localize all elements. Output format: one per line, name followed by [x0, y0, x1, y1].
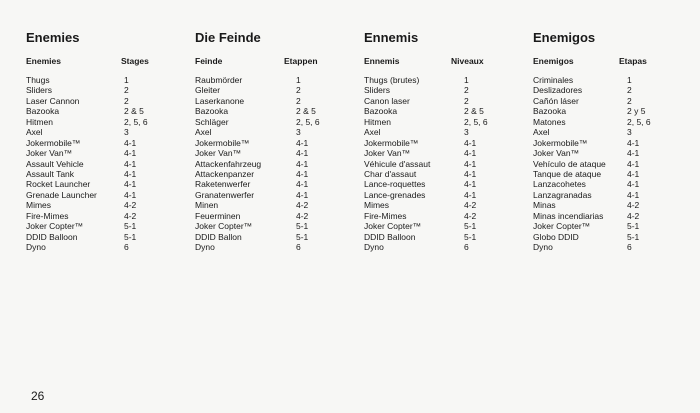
- enemy-stage: 2: [464, 95, 469, 106]
- enemy-name: Thugs (brutes): [364, 75, 420, 85]
- section-title: Enemies: [26, 30, 80, 45]
- header-stage: Etapas: [619, 56, 647, 66]
- header-enemy: Enemigos: [533, 56, 574, 66]
- enemy-name: Hitmen: [364, 116, 391, 127]
- enemy-name: Dyno: [533, 242, 553, 252]
- enemy-stage: 2: [464, 85, 469, 96]
- enemy-stage: 4-1: [627, 148, 640, 159]
- enemy-name: Joker Van™: [195, 148, 242, 159]
- enemy-name: Attackenpanzer: [195, 168, 255, 179]
- enemy-name: Joker Van™: [533, 148, 580, 159]
- enemy-stage: 1: [627, 75, 632, 85]
- enemy-name: Sliders: [26, 85, 52, 96]
- enemy-stage: 5-1: [296, 221, 309, 232]
- enemy-stage: 4-2: [627, 200, 640, 211]
- enemy-name: Attackenfahrzeug: [195, 158, 262, 169]
- enemy-stage: 2: [296, 85, 301, 96]
- enemy-stage: 4-1: [627, 137, 640, 148]
- enemy-stage: 4-1: [124, 148, 137, 159]
- enemy-name: Cañón láser: [533, 95, 579, 106]
- enemy-name: Joker Copter™: [195, 221, 253, 232]
- enemy-name: Jokermobile™: [533, 137, 588, 148]
- enemy-stage: 4-1: [627, 158, 640, 169]
- enemy-stage: 4-1: [124, 179, 137, 190]
- enemy-stage: 4-1: [124, 168, 137, 179]
- enemy-name: Vehículo de ataque: [533, 158, 606, 169]
- enemy-stage: 3: [464, 127, 469, 138]
- enemy-stage: 5-1: [627, 221, 640, 232]
- enemy-name: Bazooka: [195, 106, 229, 117]
- enemy-stage: 4-1: [296, 137, 309, 148]
- enemy-name: Gleiter: [195, 85, 221, 96]
- enemy-name: DDID Ballon: [195, 231, 242, 242]
- enemy-stage: 4-1: [296, 168, 309, 179]
- enemy-name: Mimes: [364, 200, 390, 211]
- enemy-stage: 4-1: [464, 179, 477, 190]
- enemy-name: Axel: [364, 127, 381, 138]
- enemy-stage: 2: [627, 95, 632, 106]
- enemy-name: Véhicule d'assaut: [364, 158, 431, 169]
- page-number: 26: [31, 389, 45, 403]
- enemy-stage: 6: [464, 242, 469, 252]
- enemy-name: Char d'assaut: [364, 168, 417, 179]
- enemy-stage: 4-1: [124, 158, 137, 169]
- enemy-stage: 2: [124, 95, 129, 106]
- enemy-name: Joker Copter™: [533, 221, 591, 232]
- enemy-stage: 3: [627, 127, 632, 138]
- enemy-stage: 5-1: [464, 221, 477, 232]
- header-stage: Niveaux: [451, 56, 484, 66]
- enemy-stage: 1: [296, 75, 301, 85]
- enemy-stage: 4-2: [627, 210, 640, 221]
- enemy-name: Dyno: [195, 242, 215, 252]
- enemy-stage: 4-1: [464, 158, 477, 169]
- enemy-name: DDID Balloon: [364, 231, 416, 242]
- section-title: Enemigos: [533, 30, 596, 45]
- enemy-stage: 2, 5, 6: [464, 116, 488, 127]
- enemy-stage: 2: [296, 95, 301, 106]
- enemy-name: DDID Balloon: [26, 231, 78, 242]
- enemy-name: Sliders: [364, 85, 390, 96]
- enemy-stage: 5-1: [296, 231, 309, 242]
- header-enemy: Enemies: [26, 56, 61, 66]
- enemy-stage: 4-2: [296, 210, 309, 221]
- enemy-name: Thugs: [26, 75, 50, 85]
- enemy-name: Granatenwerfer: [195, 189, 255, 200]
- enemy-name: Feuerminen: [195, 210, 241, 221]
- enemy-name: Dyno: [364, 242, 384, 252]
- enemy-stage: 1: [464, 75, 469, 85]
- enemy-name: Laserkanone: [195, 95, 245, 106]
- enemy-name: Joker Van™: [364, 148, 411, 159]
- enemy-name: Minas: [533, 200, 556, 211]
- enemy-stage: 5-1: [627, 231, 640, 242]
- enemy-stage: 6: [627, 242, 632, 252]
- enemy-stage: 6: [124, 242, 129, 252]
- enemy-stage: 3: [296, 127, 301, 138]
- enemy-name: Laser Cannon: [26, 95, 80, 106]
- enemy-name: Axel: [26, 127, 43, 138]
- enemy-name: Grenade Launcher: [26, 189, 97, 200]
- enemy-name: Axel: [195, 127, 212, 138]
- enemy-stage: 4-1: [296, 148, 309, 159]
- enemy-stage: 4-1: [627, 189, 640, 200]
- enemy-name: Assault Vehicle: [26, 158, 84, 169]
- enemy-name: Hitmen: [26, 116, 53, 127]
- enemy-name: Raubmörder: [195, 75, 243, 85]
- header-stage: Stages: [121, 56, 149, 66]
- enemy-stage: 4-1: [627, 179, 640, 190]
- enemy-stage: 2 y 5: [627, 106, 646, 117]
- enemy-stage: 4-1: [464, 148, 477, 159]
- enemy-name: Minas incendiarias: [533, 210, 604, 221]
- enemy-name: Jokermobile™: [364, 137, 419, 148]
- enemy-name: Bazooka: [533, 106, 567, 117]
- enemy-name: Lanzacohetes: [533, 179, 586, 190]
- enemy-name: Rocket Launcher: [26, 179, 91, 190]
- enemy-name: Tanque de ataque: [533, 168, 602, 179]
- enemy-stage: 5-1: [124, 221, 137, 232]
- enemy-stage: 4-2: [296, 200, 309, 211]
- enemy-name: Jokermobile™: [26, 137, 81, 148]
- enemy-name: Criminales: [533, 75, 574, 85]
- enemy-stage: 2 & 5: [464, 106, 484, 117]
- enemy-stage: 5-1: [124, 231, 137, 242]
- enemy-stage: 3: [124, 127, 129, 138]
- section-title: Ennemis: [364, 30, 419, 45]
- enemy-name: Mimes: [26, 200, 52, 211]
- enemy-stage: 2, 5, 6: [296, 116, 320, 127]
- enemy-stage: 4-2: [464, 210, 477, 221]
- section-title: Die Feinde: [195, 30, 261, 45]
- enemy-name: Fire-Mimes: [364, 210, 407, 221]
- header-stage: Etappen: [284, 56, 318, 66]
- enemy-stage: 4-1: [464, 189, 477, 200]
- enemy-name: Raketenwerfer: [195, 179, 251, 190]
- enemy-name: Joker Copter™: [364, 221, 422, 232]
- enemy-stage: 6: [296, 242, 301, 252]
- enemy-stage: 2: [627, 85, 632, 96]
- enemy-name: Matones: [533, 116, 566, 127]
- enemy-name: Minen: [195, 200, 219, 211]
- enemy-stage: 4-1: [627, 168, 640, 179]
- enemy-name: Dyno: [26, 242, 46, 252]
- enemy-stage: 2 & 5: [124, 106, 144, 117]
- enemy-stage: 4-1: [296, 189, 309, 200]
- enemy-name: Joker Copter™: [26, 221, 84, 232]
- enemy-stage: 2: [124, 85, 129, 96]
- enemy-name: Joker Van™: [26, 148, 73, 159]
- enemy-stage: 4-2: [124, 210, 137, 221]
- header-enemy: Feinde: [195, 56, 223, 66]
- enemy-stage: 4-1: [296, 179, 309, 190]
- enemy-stage: 2 & 5: [296, 106, 316, 117]
- enemy-stage: 2, 5, 6: [627, 116, 651, 127]
- enemy-name: Jokermobile™: [195, 137, 250, 148]
- enemy-stage: 4-2: [124, 200, 137, 211]
- enemy-stage: 5-1: [464, 231, 477, 242]
- enemy-stage: 4-1: [464, 137, 477, 148]
- enemy-name: Fire-Mimes: [26, 210, 69, 221]
- enemy-name: Lance-grenades: [364, 189, 426, 200]
- enemy-name: Lanzagranadas: [533, 189, 592, 200]
- enemy-name: Axel: [533, 127, 550, 138]
- enemy-name: Assault Tank: [26, 168, 75, 179]
- enemy-name: Bazooka: [26, 106, 60, 117]
- enemy-stage: 4-1: [124, 137, 137, 148]
- enemy-stage: 4-2: [464, 200, 477, 211]
- enemy-stage: 1: [124, 75, 129, 85]
- header-enemy: Ennemis: [364, 56, 400, 66]
- enemy-stage: 2, 5, 6: [124, 116, 148, 127]
- enemy-stage: 4-1: [124, 189, 137, 200]
- enemy-name: Lance-roquettes: [364, 179, 426, 190]
- enemy-name: Canon laser: [364, 95, 410, 106]
- enemy-name: Schläger: [195, 116, 229, 127]
- enemy-name: Globo DDID: [533, 231, 579, 242]
- enemy-stage: 4-1: [296, 158, 309, 169]
- enemy-stage: 4-1: [464, 168, 477, 179]
- enemy-name: Deslizadores: [533, 85, 583, 96]
- enemy-name: Bazooka: [364, 106, 398, 117]
